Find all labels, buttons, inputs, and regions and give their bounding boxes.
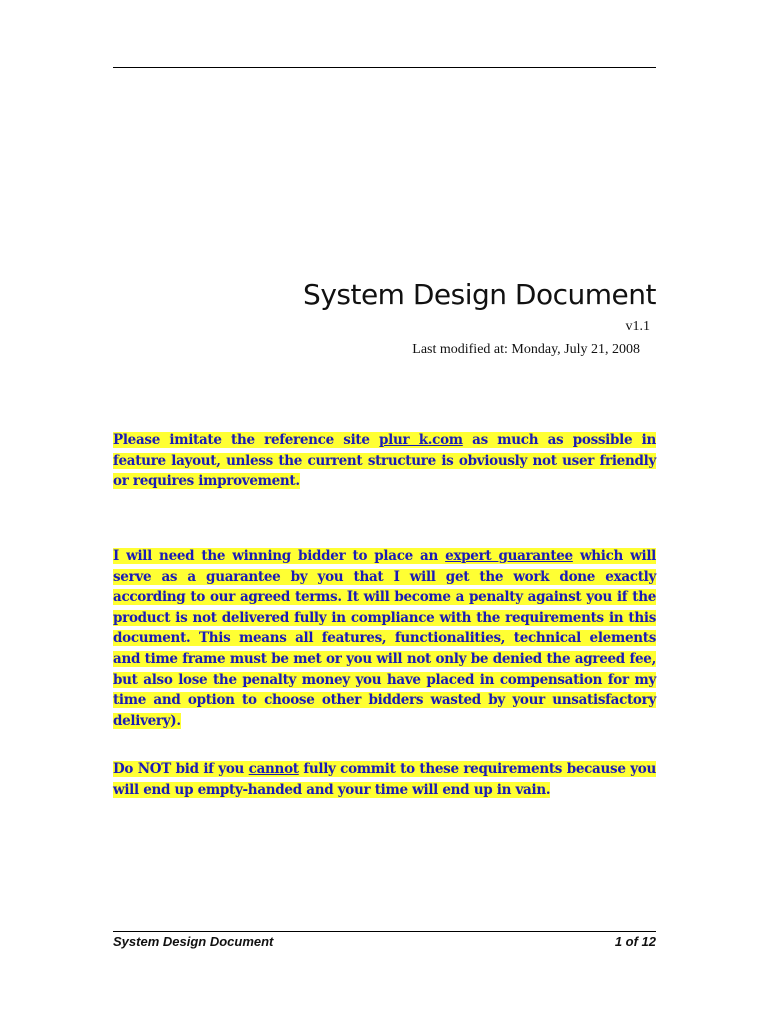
notice-expert-guarantee <box>113 546 656 731</box>
highlighted-text <box>113 548 656 729</box>
highlighted-text <box>113 432 656 489</box>
reference-site-link[interactable]: plur k.com <box>379 432 463 448</box>
footer-document-title: System Design Document <box>113 934 274 949</box>
notice-text: Please imitate the reference site <box>113 432 380 448</box>
expert-guarantee-link[interactable]: expert guarantee <box>445 548 573 564</box>
notice-text: fully commit to these requirements because you will end up empty-handed and your time will end up in vain. <box>113 761 656 798</box>
footer-rule <box>113 931 656 932</box>
header-rule <box>113 67 656 68</box>
document-version: v1.1 <box>625 319 650 334</box>
notice-do-not-bid <box>113 759 656 800</box>
footer-page-number: 1 of 12 <box>614 934 656 949</box>
highlighted-text <box>113 761 656 798</box>
notice-reference-site <box>113 430 656 492</box>
last-modified-date: Last modified at: Monday, July 21, 2008 <box>412 342 640 357</box>
document-title: System Design Document <box>303 278 656 311</box>
notice-text: I will need the winning bidder to place an <box>113 548 446 564</box>
emphasis-cannot: cannot <box>248 761 299 777</box>
notice-text: as much as possible in feature layout, unless the current structure is obviously not user friendly or requires improvement. <box>113 432 656 490</box>
notice-text: which will serve as a guarantee by you that I will get the work done exactly according to our agreed terms. It will become a penalty against you if the product is not delivered fully in compliance with the requirements in this document. This means all features, functionalities, technical elements and time frame must be met or you will not only be denied the agreed fee, but also lose the penalty money you have placed in compensation for my time and option to choose other bidders wasted by your unsatisfactory delivery). <box>113 548 656 729</box>
notice-text: Do NOT bid if you <box>113 761 249 777</box>
